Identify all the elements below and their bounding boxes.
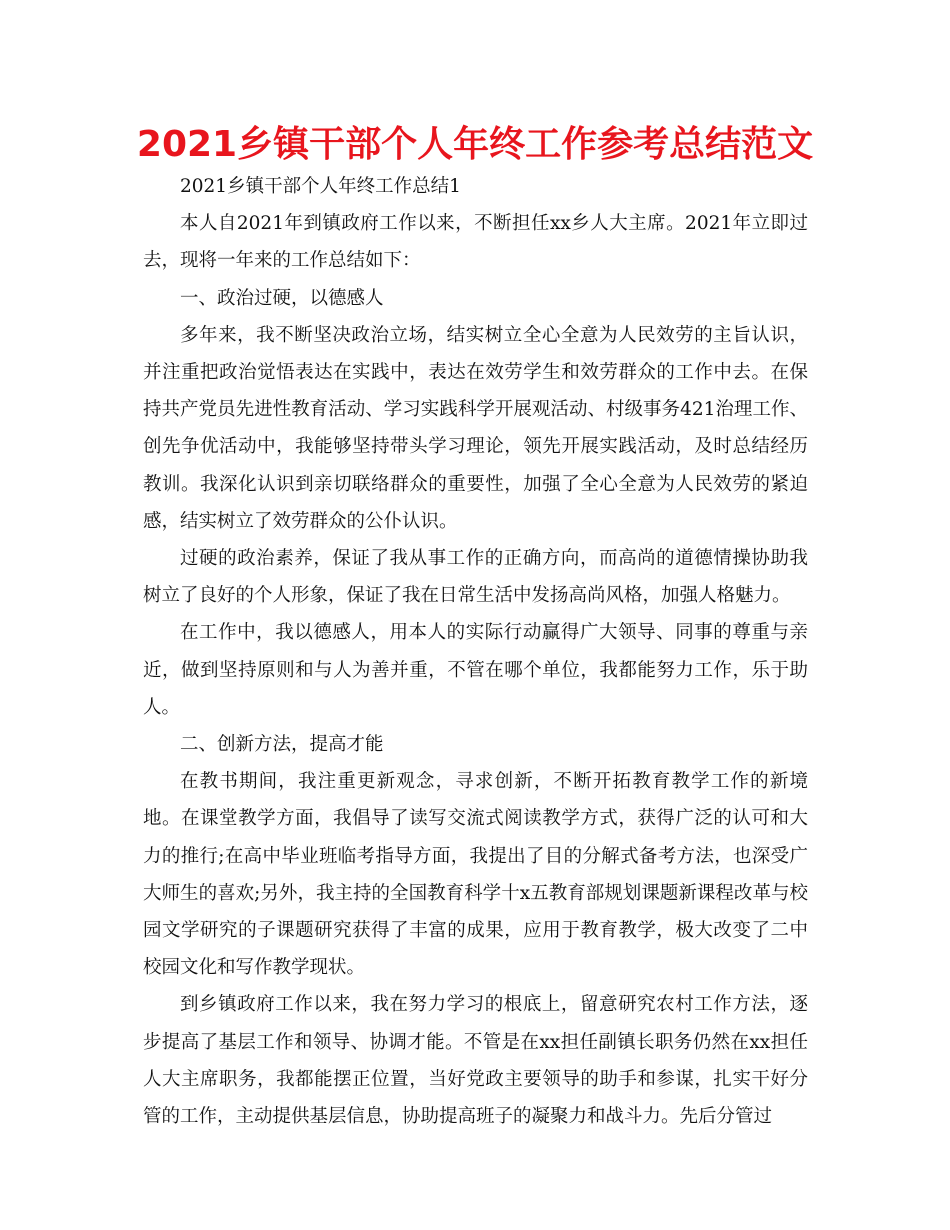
paragraph: 过硬的政治素养，保证了我从事工作的正确方向，而高尚的道德情操协助我树立了良好的个人形象，保证了我在日常生活中发扬高尚风格，加强人格魅力。 — [143, 548, 808, 607]
section-heading-1: 一、政治过硬，以德感人 — [180, 287, 384, 309]
document-title: 2021乡镇干部个人年终工作参考总结范文 — [136, 124, 814, 165]
paragraph-subtitle: 2021乡镇干部个人年终工作总结1 — [180, 176, 461, 197]
paragraph: 多年来，我不断坚决政治立场，结实树立全心全意为人民效劳的主旨认识，并注重把政治觉悟表达在实践中，表达在效劳学生和效劳群众的工作中去。在保持共产党员先进性教育活动、学习实践科学开展观活动、村级事务421治理工作、创先争优活动中，我能够坚持带头学习理论，领先开展实践活动，及时总结经历教训。我深化认识到亲切联络群众的重要性，加强了全心全意为人民效劳的紧迫感，结实树立了效劳群众的公仆认识。 — [143, 324, 808, 532]
paragraph: 在工作中，我以德感人，用本人的实际行动赢得广大领导、同事的尊重与亲近，做到坚持原则和与人为善并重，不管在哪个单位，我都能努力工作，乐于助人。 — [143, 622, 808, 718]
paragraph-intro: 本人自2021年到镇政府工作以来，不断担任xx乡人大主席。2021年立即过去，现将一年来的工作总结如下： — [143, 213, 809, 272]
document-body — [143, 168, 808, 1135]
paragraph: 在教书期间，我注重更新观念，寻求创新，不断开拓教育教学工作的新境地。在课堂教学方面，我倡导了读写交流式阅读教学方式，获得广泛的认可和大力的推行;在高中毕业班临考指导方面，我提出了目的分解式备考方法，也深受广大师生的喜欢;另外，我主持的全国教育科学十x五教育部规划课题新课程改革与校园文学研究的子课题研究获得了丰富的成果，应用于教育教学，极大改变了二中校园文化和写作教学现状。 — [143, 771, 808, 979]
paragraph: 到乡镇政府工作以来，我在努力学习的根底上，留意研究农村工作方法，逐步提高了基层工作和领导、协调才能。不管是在xx担任副镇长职务仍然在xx担任人大主席职务，我都能摆正位置，当好党政主要领导的助手和参谋，扎实干好分管的工作，主动提供基层信息，协助提高班子的凝聚力和战斗力。先后分管过 — [143, 994, 808, 1128]
section-heading-2: 二、创新方法，提高才能 — [180, 734, 384, 756]
